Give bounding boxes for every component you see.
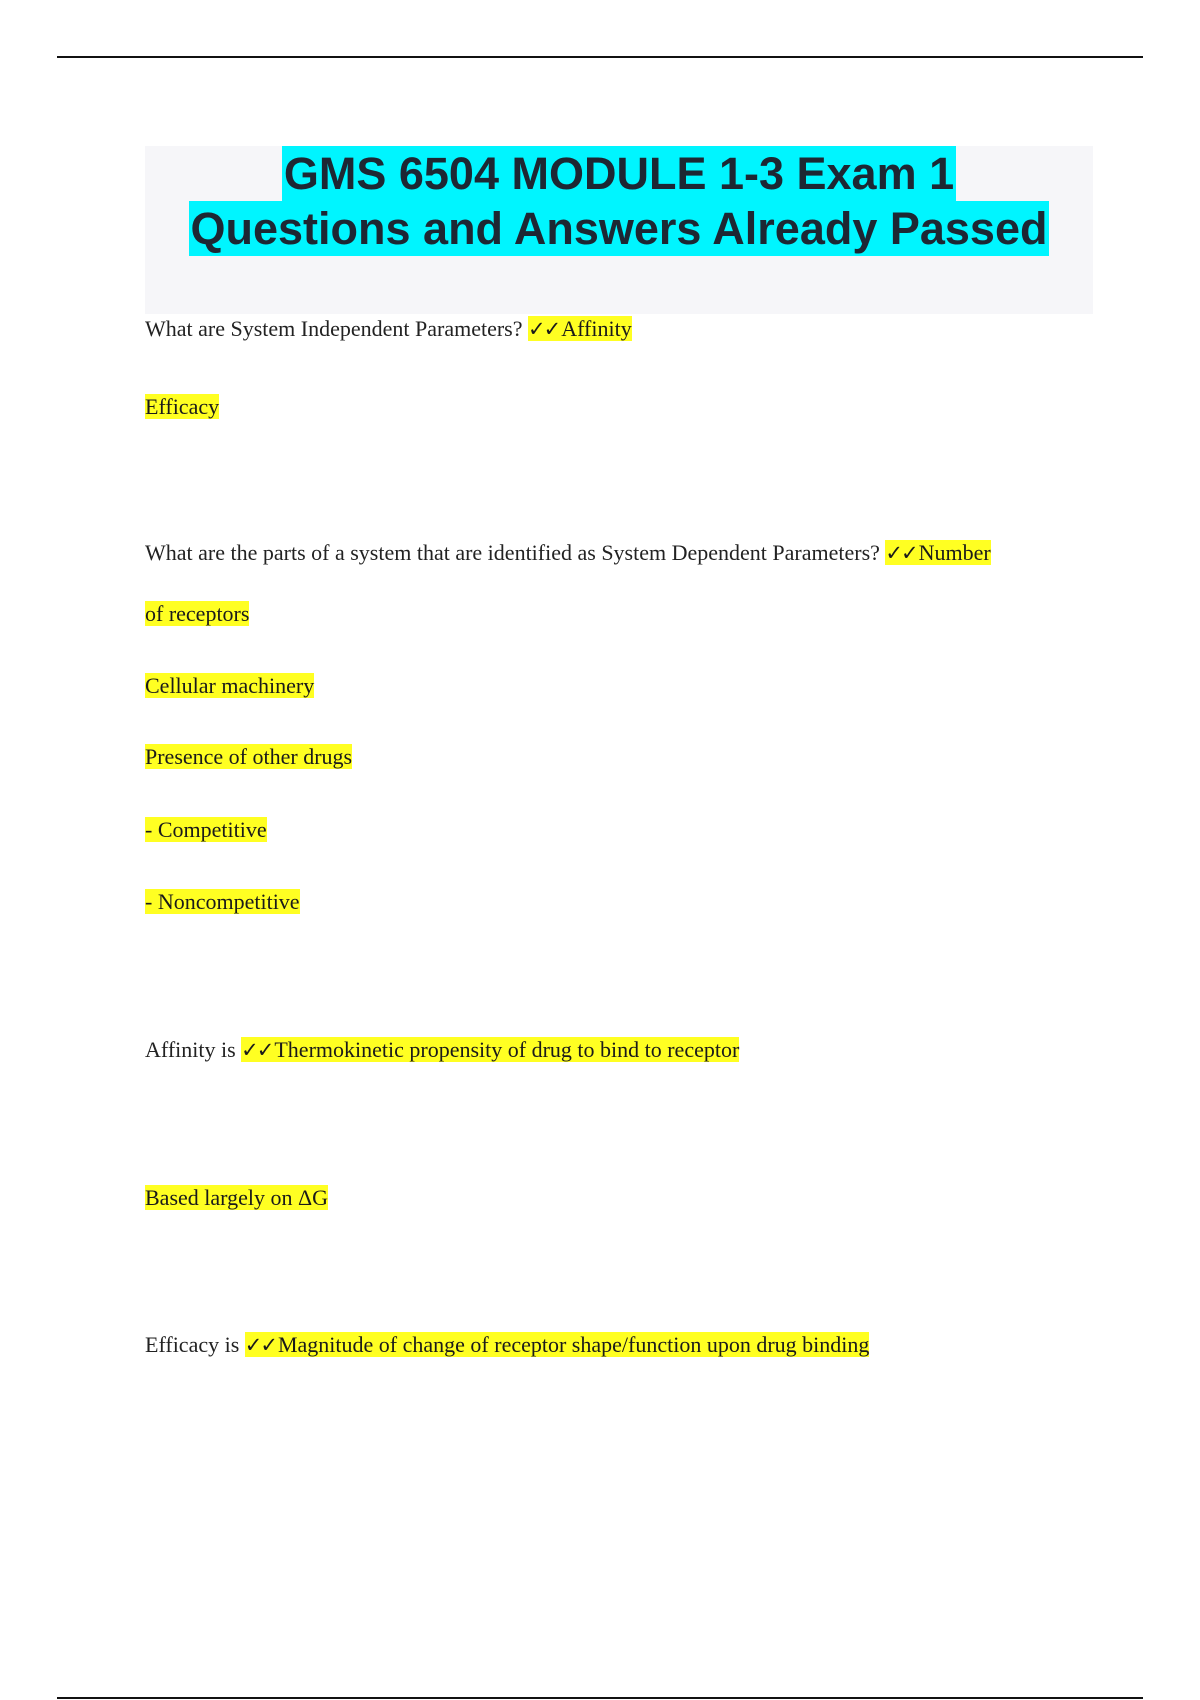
answer-2-line xyxy=(145,816,267,844)
answer-2-line-3: Presence of other drugs xyxy=(145,744,353,769)
answer-3-line xyxy=(145,1184,328,1212)
question-3 xyxy=(145,1036,739,1064)
question-4 xyxy=(145,1331,869,1359)
answer-2-line xyxy=(145,888,300,916)
check-icon: ✓✓ xyxy=(241,1038,273,1062)
answer-4-highlight xyxy=(245,1332,870,1357)
question-2-text: What are the parts of a system that are identified as System Dependent Parameters? xyxy=(145,540,880,565)
question-3-text: Affinity is xyxy=(145,1037,236,1062)
check-icon: ✓✓ xyxy=(885,541,917,565)
question-4-text: Efficacy is xyxy=(145,1332,240,1357)
answer-1-first: Affinity xyxy=(561,316,632,341)
answer-2-line xyxy=(145,672,314,700)
question-1-text: What are System Independent Parameters? xyxy=(145,316,523,341)
header-rule xyxy=(57,56,1143,58)
footer-rule xyxy=(57,1697,1143,1699)
check-icon: ✓✓ xyxy=(244,1333,276,1357)
answer-2-line-1: of receptors xyxy=(145,601,250,626)
answer-3-highlight xyxy=(241,1037,739,1062)
answer-2-line xyxy=(145,600,249,628)
question-1 xyxy=(145,315,632,343)
answer-1-highlight xyxy=(528,316,632,341)
answer-2-first: Number xyxy=(918,540,991,565)
answer-2-line-5: - Noncompetitive xyxy=(145,889,300,914)
answer-1-line xyxy=(145,393,219,421)
answer-4-first: Magnitude of change of receptor shape/function upon drug binding xyxy=(277,1332,870,1357)
answer-3-first: Thermokinetic propensity of drug to bind to receptor xyxy=(274,1037,740,1062)
answer-3-line-1: Based largely on ΔG xyxy=(145,1185,328,1210)
title-block xyxy=(145,146,1093,314)
answer-2-line xyxy=(145,743,352,771)
document-title-line-1: GMS 6504 MODULE 1-3 Exam 1 xyxy=(283,148,955,199)
answer-2-line-4: - Competitive xyxy=(145,817,267,842)
answer-2-line-2: Cellular machinery xyxy=(145,673,315,698)
question-2 xyxy=(145,539,991,567)
check-icon: ✓✓ xyxy=(528,317,560,341)
document-title-line-2: Questions and Answers Already Passed xyxy=(190,203,1048,254)
answer-1-line-1: Efficacy xyxy=(145,394,220,419)
answer-2-highlight xyxy=(885,540,990,565)
